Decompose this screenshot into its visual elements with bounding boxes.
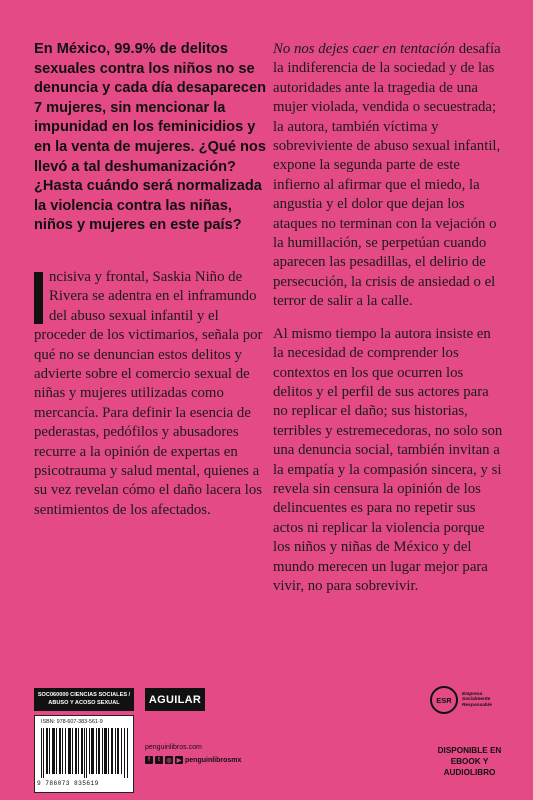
esr-line-2: Socialmente	[462, 697, 491, 703]
lead-paragraph: En México, 99.9% de delitos sexuales contra los niños no se denuncia y cada día desaparecen 7 mujeres, sin mencionar la impunidad en los feminicidios y en la venta de mujeres. ¿Qué nos llevó a tal deshumanización? ¿Hasta cuándo será normalizada la violencia contra las niñas, niños y mujeres en este país?	[34, 41, 266, 234]
category-line-1: SOC060000 CIENCIAS SOCIALES /	[37, 692, 131, 698]
barcode-box	[34, 715, 134, 793]
category-box	[34, 688, 134, 711]
esr-line-1: Empresa	[462, 691, 483, 697]
twitter-icon: t	[155, 756, 163, 764]
isbn-text: ISBN: 978-607-383-561-9	[41, 719, 103, 725]
availability-line-2: EBOOK Y AUDIOLIBRO	[443, 757, 496, 777]
right-paragraph-2: Al mismo tiempo la autora insiste en la necesidad de comprender los contextos en los que ocurren los delitos y el perfil de sus actores para no replicar el daño; sus historias, terribles y estremecedoras, no solo son una denuncia social, también invitan a la empatía y la compasión sincera, y si revela sin censura la opinión de los delincuentes es para no repetir sus actos ni replicar la violencia porque los niños y niñas de México y del mundo merecen un lugar mejor para vivir, no para sobrevivir.	[273, 325, 503, 594]
left-body-paragraph	[34, 268, 266, 520]
esr-label	[462, 692, 514, 709]
esr-badge: ESR	[430, 686, 458, 714]
right-paragraph-1	[273, 40, 505, 312]
availability-note	[427, 745, 512, 778]
left-body-text: ncisiva y frontal, Saskia Niño de Rivera se adentra en el inframundo del abuso sexual infantil y el proceder de los victimarios, señala por qué no se denuncian estos delitos y advierte sobre el comercio sexual de niñas y mujeres utilizadas como mercancía. Para definir la esencia de pederastas, pedófilos y abusadores recurre a la opinión de expertas en psicotrauma y salud mental, quienes a su vez revelan cómo el daño lacera los sentimientos de los afectados.	[34, 268, 263, 518]
instagram-icon: ◎	[166, 757, 172, 764]
aguilar-logo: AGUILAR	[145, 688, 205, 711]
drop-cap-bar	[34, 272, 43, 324]
social-handle: penguinlibrosmx	[185, 756, 242, 764]
left-column	[34, 40, 266, 533]
book-title-italic: No nos dejes caer en tentación	[273, 41, 456, 57]
website-link: penguinlibros.com	[145, 744, 202, 751]
right-paragraph-1-text: desafía la indiferencia de la sociedad y de las autoridades ante la tragedia de una mujer violada, vendida o secuestrada; la autora, también víctima y sobreviviente de abuso sexual infantil, expone la segunda parte de este infierno al afirmar que el miedo, la angustia y el dolor que dejan los ataques no terminan con la vejación o la humillación, se perpetúan cuando aparecen las pesadillas, el delirio de persecución, la crisis de ansiedad o el terror de salir a la calle.	[273, 41, 501, 310]
barcode-icon	[41, 728, 129, 778]
category-line-2: ABUSO Y ACOSO SEXUAL	[48, 699, 120, 706]
esr-line-3: Responsable	[462, 702, 492, 708]
barcode-digits: 9 786073 835619	[37, 780, 99, 787]
facebook-icon: f	[145, 756, 153, 764]
availability-line-1: DISPONIBLE EN	[437, 746, 502, 755]
esr-logo	[430, 686, 514, 714]
right-column	[273, 40, 505, 609]
barcode-block	[34, 688, 134, 793]
youtube-icon: ▶	[176, 757, 182, 764]
social-row	[145, 756, 241, 764]
